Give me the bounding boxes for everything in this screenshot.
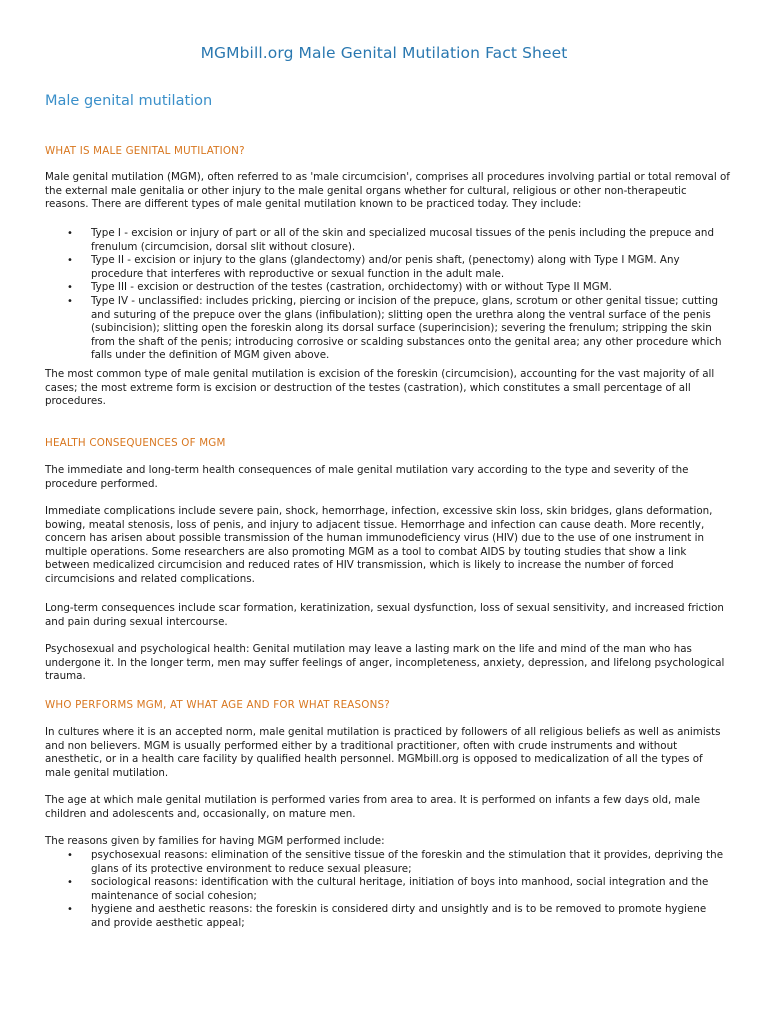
bullet-icon: • [67,295,73,307]
who-paragraph-2: The age at which male genital mutilation is performed varies from area to area. It is performed on infants a few days old, male children and adolescents and, occasionally, on mature men. [45,794,701,820]
list-item: • hygiene and aesthetic reasons: the foreskin is considered dirty and unsightly and is to be removed to promote hygiene and provide aesthetic appeal; [67,903,707,929]
reasons-list [45,849,725,931]
list-item: • Type I - excision or injury of part or all of the skin and specialized mucosal tissues of the penis including the prepuce and frenulum (circumcision, dorsal slit without closure). [67,227,714,253]
who-paragraph-3: The reasons given by families for having MGM performed include: [45,835,385,847]
mgm-types-list [45,227,725,363]
who-paragraph-1: In cultures where it is an accepted norm, male genital mutilation is practiced by followers of all religious beliefs as well as animists and non believers. MGM is usually performed either by a traditional practitioner, often with crude instruments and without anesthetic, or in a health care facility by qualified health personnel. MGMbill.org is opposed to medicalization of all the types of male genital mutilation. [45,726,721,779]
list-item: • sociological reasons: identification with the cultural heritage, initiation of boys into manhood, social integration and the maintenance of social cohesion; [67,876,709,902]
bullet-icon: • [67,282,73,294]
what-intro-paragraph: Male genital mutilation (MGM), often referred to as 'male circumcision', comprises all procedures involving partial or total removal of the external male genitalia or other injury to the male genital organs whether for cultural, religious or other non-therapeutic reasons. There are different types of male genital mutilation known to be practiced today. They include: [45,171,730,211]
section-heading-who: WHO PERFORMS MGM, AT WHAT AGE AND FOR WHAT REASONS? [45,699,390,711]
bullet-icon: • [67,904,73,916]
list-item: • Type IV - unclassified: includes pricking, piercing or incision of the prepuce, glans, scrotum or other genital tissue; cutting and suturing of the prepuce over the glans (infibulation); slitting open the urethra along the ventral surface of the penis (subincision); slitting open the foreskin along its dorsal surface (superincision); severing the frenulum; stripping the skin from the shaft of the penis; introducing corrosive or scalding substances onto the genital area; any other procedure which falls under the definition of MGM given above. [67,294,722,362]
page-subtitle: Male genital mutilation [45,93,213,109]
list-item: • Type II - excision or injury to the glans (glandectomy) and/or penis shaft, (penectomy) along with Type I MGM. Any procedure that interferes with reproductive or sexual function in the adult male. [67,254,680,280]
what-closing-paragraph: The most common type of male genital mutilation is excision of the foreskin (circumcision), accounting for the vast majority of all cases; the most extreme form is excision or destruction of the testes (castration), which constitutes a small percentage of all procedures. [45,368,715,408]
bullet-icon: • [67,228,73,239]
bullet-icon: • [67,850,73,861]
health-paragraph-3: Long-term consequences include scar formation, keratinization, sexual dysfunction, loss of sexual sensitivity, and increased friction and pain during sexual intercourse. [45,602,724,628]
health-paragraph-2: Immediate complications include severe pain, shock, hemorrhage, infection, excessive skin loss, skin bridges, glans deformation, bowing, meatal stenosis, loss of penis, and injury to adjacent tissue. Hemorrhage and infection can cause death. More recently, concern has arisen about possible transmission of the human immunodeficiency virus (HIV) due to the use of one instrument in multiple operations. Some researchers are also promoting MGM as a tool to combat AIDS by touting studies that show a link between medicalized circumcision and reduced rates of HIV transmission, which is likely to increase the number of forced circumcisions and related complications. [45,505,713,585]
section-heading-what: WHAT IS MALE GENITAL MUTILATION? [45,145,245,157]
health-paragraph-1: The immediate and long-term health consequences of male genital mutilation vary according to the type and severity of the procedure performed. [45,464,689,490]
health-paragraph-4: Psychosexual and psychological health: Genital mutilation may leave a lasting mark on the life and mind of the man who has undergone it. In the longer term, men may suffer feelings of anger, incompleteness, anxiety, depression, and lifelong psychological trauma. [45,643,725,683]
bullet-icon: • [67,877,73,889]
bullet-icon: • [67,255,73,267]
list-item: • psychosexual reasons: elimination of the sensitive tissue of the foreskin and the stimulation that it provides, depriving the glans of its protective environment to reduce sexual pleasure; [67,849,724,875]
section-heading-health: HEALTH CONSEQUENCES OF MGM [45,437,226,449]
page-title: MGMbill.org Male Genital Mutilation Fact Sheet [200,44,568,62]
list-item: • Type III - excision or destruction of the testes (castration, orchidectomy) with or without Type II MGM. [67,281,612,294]
